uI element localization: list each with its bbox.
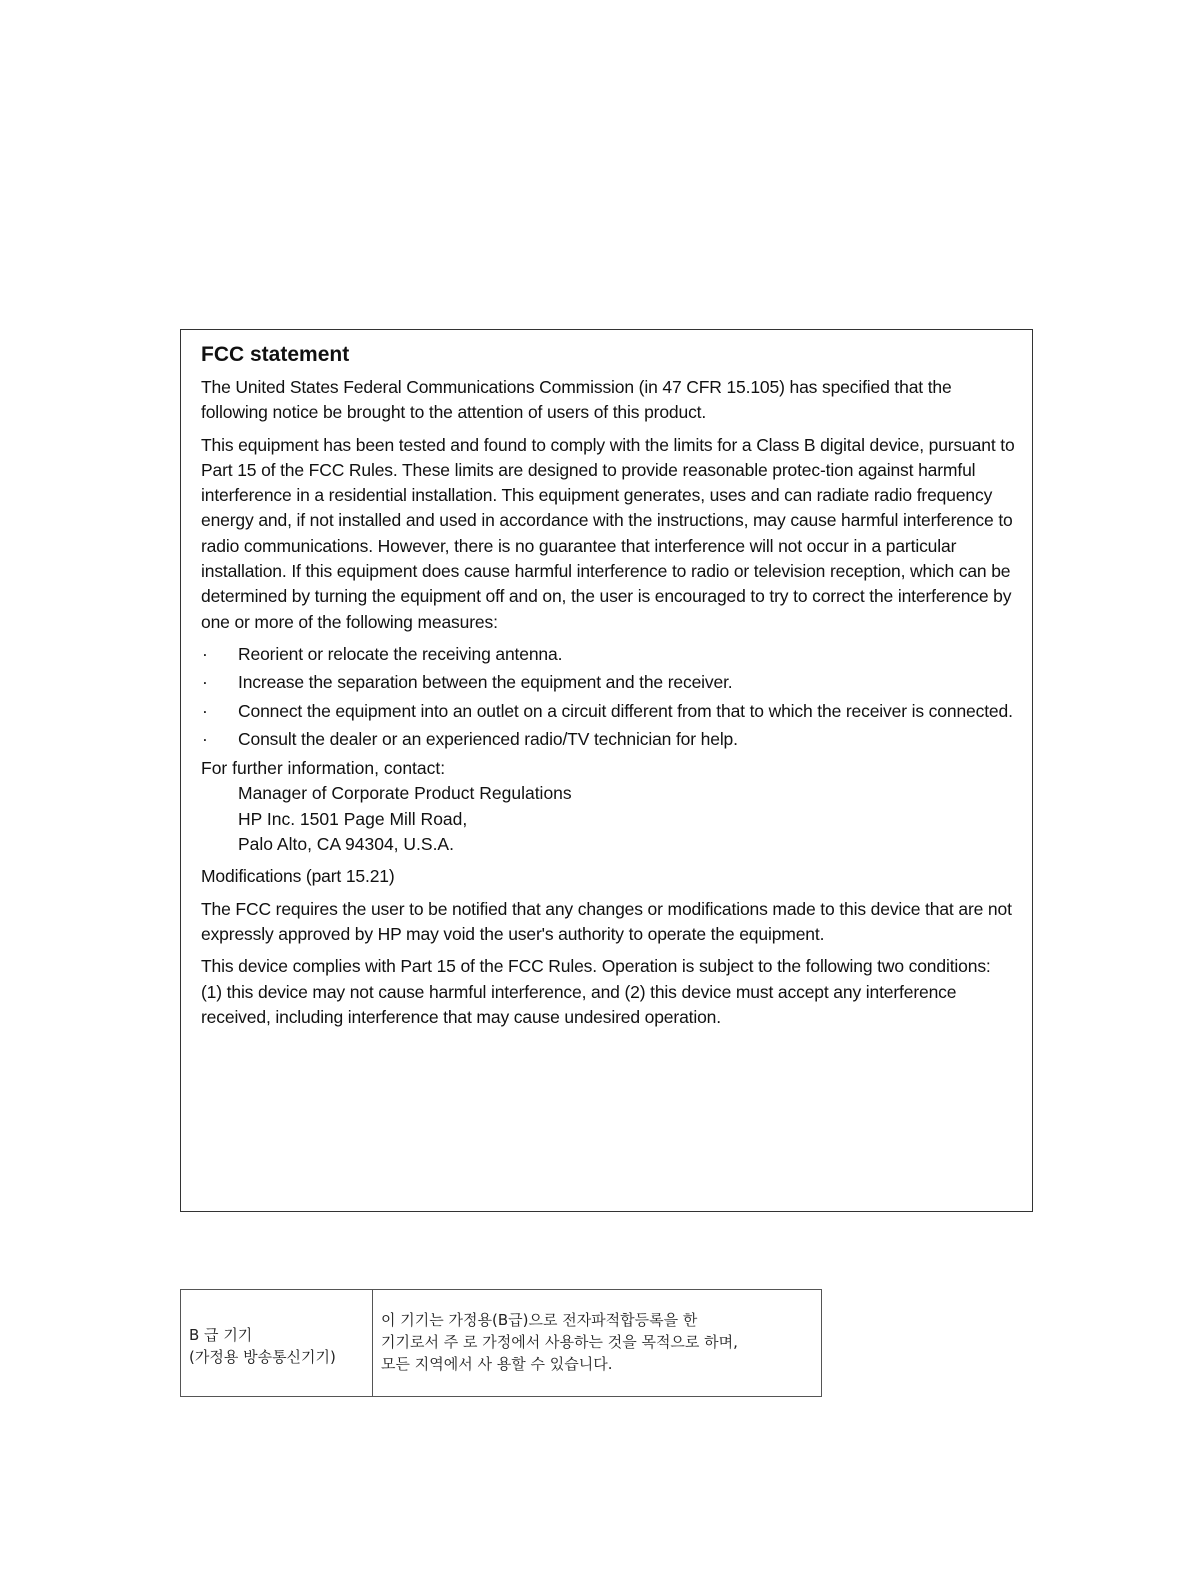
device-class-label: B 급 기기 (189, 1326, 253, 1344)
bullet-icon: · (202, 728, 208, 749)
contact-address (201, 781, 1016, 857)
measure-item: · Increase the separation between the equipment and the receiver. (201, 670, 1016, 695)
measure-item: · Reorient or relocate the receiving antenna. (201, 642, 1016, 667)
address-line: Manager of Corporate Product Regulations (238, 783, 572, 804)
modifications-paragraph: The FCC requires the user to be notified that any changes or modifications made to this device that are not expressly approved by HP may void the user's authority to operate the equipment. (201, 898, 1012, 944)
contact-heading: For further information, contact: (201, 758, 446, 779)
description-line: 이 기기는 가정용(B급)으로 전자파적합등록을 한 (381, 1311, 698, 1329)
fcc-title: FCC statement (201, 343, 350, 366)
compliance-paragraph: This device complies with Part 15 of the FCC Rules. Operation is subject to the following two conditions: (1) this device may not cause harmful interference, and (2) this device must accept any interference received, including interference that may cause undesired operation. (201, 956, 991, 1027)
korea-class-b-table (180, 1289, 822, 1397)
bullet-icon: · (202, 700, 208, 721)
device-class-cell (181, 1290, 373, 1396)
device-class-description-cell (373, 1290, 821, 1396)
measures-list (201, 642, 1016, 752)
fcc-statement-box (180, 329, 1033, 1212)
address-line: HP Inc. 1501 Page Mill Road, (238, 808, 468, 829)
address-line: Palo Alto, CA 94304, U.S.A. (238, 834, 454, 855)
description-line: 기기로서 주 로 가정에서 사용하는 것을 목적으로 하며, (381, 1333, 738, 1351)
bullet-icon: · (202, 672, 208, 693)
bullet-icon: · (202, 643, 208, 664)
fcc-intro-paragraph: The United States Federal Communications Commission (in 47 CFR 15.105) has specified that the following notice be brought to the attention of users of this product. (201, 377, 952, 423)
device-class-sublabel: (가정용 방송통신기기) (189, 1348, 336, 1366)
fcc-body-paragraph: This equipment has been tested and found to comply with the limits for a Class B digital device, pursuant to Part 15 of the FCC Rules. These limits are designed to provide reasonable protec-tion against harmful interference in a residential installation. This equipment generates, uses and can radiate radio frequency energy and, if not installed and used in accordance with the instructions, may cause harmful interference to radio communications. However, there is no guarantee that interference will not occur in a particular installation. If this equipment does cause harmful interference to radio or television reception, which can be determined by turning the equipment off and on, the user is encouraged to try to correct the interference by one or more of the following measures: (201, 434, 1015, 632)
modifications-heading: Modifications (part 15.21) (201, 866, 395, 887)
measure-item: · Consult the dealer or an experienced radio/TV technician for help. (201, 727, 1016, 752)
description-line: 모든 지역에서 사 용할 수 있습니다. (381, 1355, 613, 1373)
measure-item: · Connect the equipment into an outlet on a circuit different from that to which the receiver is connected. (201, 699, 1016, 724)
